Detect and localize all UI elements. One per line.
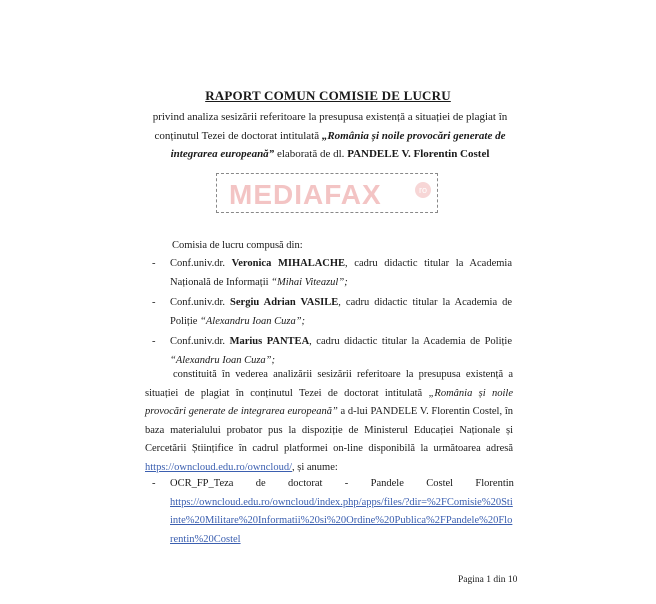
document-subtitle [150,108,510,164]
ocr-file-name: OCR_FP_Teza de doctorat - Pandele Costel Florentin [170,478,514,489]
document-title: RAPORT COMUN COMISIE DE LUCRU [205,88,451,103]
paragraph-thesis-title: „România și noile provocări generate de integrarea europeană” [145,387,513,417]
list-item: - Conf.univ.dr. Veronica MIHALACHE, cadru didactic titular la Academia Națională de Informații “Mihai Viteazul”; [152,255,512,292]
subtitle-line2-post: elaborată de dl. [274,148,348,160]
subtitle-line2-pre: conținutul Tezei de doctorat intitulată [154,129,322,142]
dash-bullet: - [152,478,156,489]
owncloud-link[interactable]: https://owncloud.edu.ro/owncloud/ [145,461,292,473]
member-name: Marius PANTEA [229,336,310,347]
body-paragraph: constituită în vederea analizării sesizării referitoare la presupusa existență a situației de plagiat în conținutul Tezei de doctorat intitulată „România și noile provocări generate de integrarea europeană” a d-lui PANDELE V. Florentin Costel, în baza materialului probator pus la dispoziție de Ministerul Educației Naționale și Cercetării Științifice în cadrul platformei on-line disponibilă la următoarea adresă https://owncloud.edu.ro/owncloud/, și anume: [145,369,513,473]
dash-bullet: - [152,297,156,308]
intro-text: Comisia de lucru compusă din: [172,240,303,251]
subtitle-thesis-title: „România și noile provocări generate de integrarea europeană” [170,129,506,160]
dash-bullet: - [152,336,156,347]
list-item: - Conf.univ.dr. Marius PANTEA, cadru didactic titular la Academia de Poliție “Alexandru Ioan Cuza”; [152,333,512,370]
list-item: - Conf.univ.dr. Sergiu Adrian VASILE, cadru didactic titular la Academia de Poliție “Alexandru Ioan Cuza”; [152,294,512,331]
member-name: Veronica MIHALACHE [231,258,346,269]
ocr-file-link[interactable]: https://owncloud.edu.ro/owncloud/index.php/apps/files/?dir=%2FComisie%20Stiinte%20Militare%20Informatii%20si%20Ordine%20Publica%2FPandele%20Florentin%20Costel [170,496,513,545]
watermark-logo-box [216,173,438,213]
list-item [152,475,514,549]
subtitle-line1: privind analiza sesizării referitoare la presupusa existență a situației de plagiat în [152,111,508,123]
mediafax-logo: MEDIAFAX [229,179,382,210]
subtitle-author: PANDELE V. Florentin Costel [347,148,490,160]
member-institution: “Mihai Viteazul”; [271,276,348,288]
page-number: Pagina 1 din 10 [458,575,518,585]
dash-bullet: - [152,258,156,269]
ocr-file-list [152,475,514,549]
logo-badge: ro [415,182,431,198]
member-institution: “Alexandru Ioan Cuza”; [170,354,275,366]
member-name: Sergiu Adrian VASILE [230,297,339,308]
members-list [152,255,512,372]
member-institution: “Alexandru Ioan Cuza”; [200,315,306,327]
